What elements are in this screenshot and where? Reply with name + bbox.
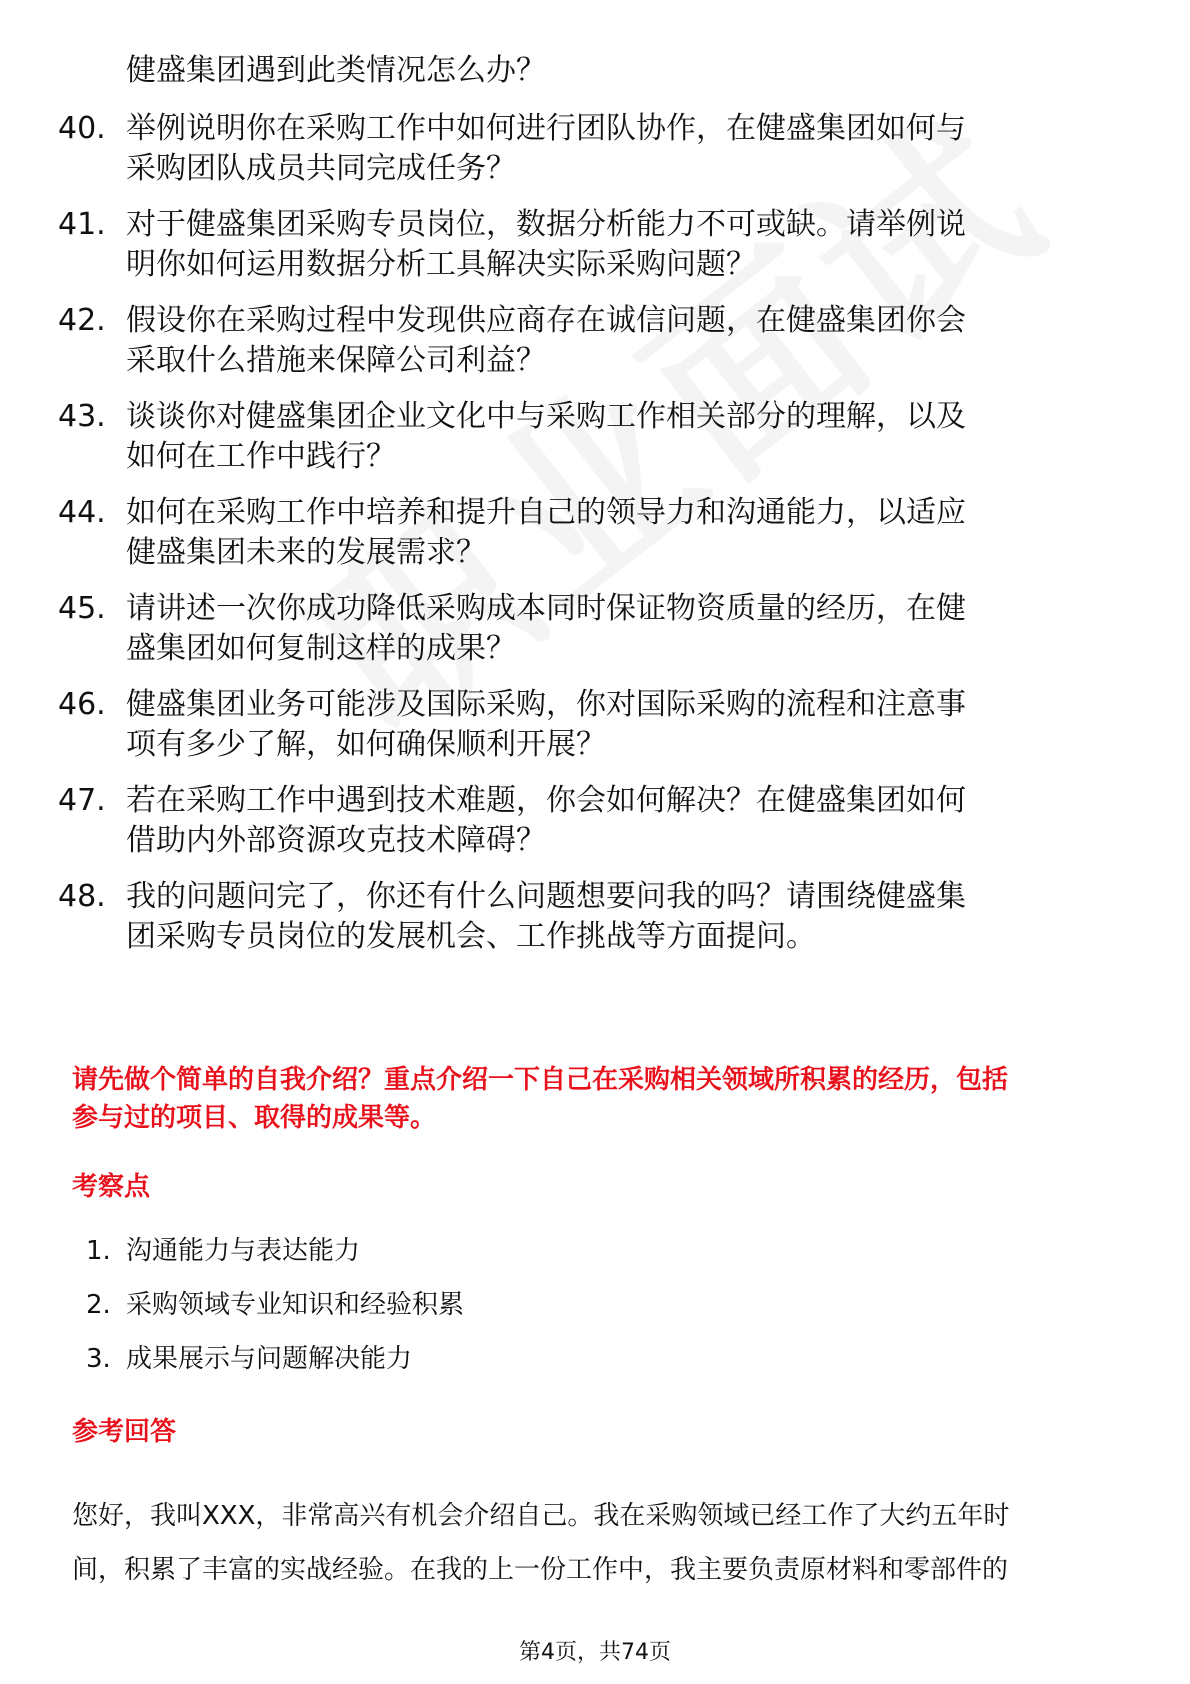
question-text-line: 明你如何运用数据分析工具解决实际采购问题？: [126, 247, 756, 282]
question-number: 43.: [58, 399, 106, 434]
question-number: 47.: [58, 783, 106, 818]
question-continuation: 健盛集团遇到此类情况怎么办？: [126, 53, 546, 88]
question-text-line: 采取什么措施来保障公司利益？: [126, 343, 546, 378]
question-text-line: 对于健盛集团采购专员岗位，数据分析能力不可或缺。请举例说: [126, 207, 966, 242]
list-item-text: 成果展示与问题解决能力: [126, 1344, 413, 1374]
reference-answer-line: 您好，我叫XXX，非常高兴有机会介绍自己。我在采购领域已经工作了大约五年时: [72, 1501, 1010, 1531]
question-item: [0, 492, 1190, 582]
question-text-line: 盛集团如何复制这样的成果？: [126, 631, 516, 666]
reference-heading: 参考回答: [72, 1417, 177, 1447]
question-item: [0, 300, 1190, 390]
list-item-number: 1.: [86, 1236, 111, 1266]
question-number: 40.: [58, 111, 106, 146]
list-item: [0, 1287, 1190, 1327]
question-text-line: 如何在工作中践行？: [126, 439, 396, 474]
question-text-line: 我的问题问完了，你还有什么问题想要问我的吗？请围绕健盛集: [126, 879, 966, 914]
question-text-line: 健盛集团未来的发展需求？: [126, 535, 486, 570]
question-text-line: 团采购专员岗位的发展机会、工作挑战等方面提问。: [126, 919, 816, 954]
highlight-question-line: 参与过的项目、取得的成果等。: [72, 1103, 437, 1133]
question-text-line: 如何在采购工作中培养和提升自己的领导力和沟通能力，以适应: [126, 495, 966, 530]
question-number: 45.: [58, 591, 106, 626]
question-item: [0, 780, 1190, 870]
list-item-number: 2.: [86, 1290, 111, 1320]
page-number: 第4页，共74页: [519, 1640, 671, 1665]
list-item-text: 沟通能力与表达能力: [126, 1236, 361, 1266]
list-item: [0, 1341, 1190, 1381]
question-item: [0, 108, 1190, 198]
question-text-line: 借助内外部资源攻克技术障碍？: [126, 823, 546, 858]
question-item: [0, 684, 1190, 774]
question-text-line: 健盛集团业务可能涉及国际采购，你对国际采购的流程和注意事: [126, 687, 966, 722]
question-text-line: 谈谈你对健盛集团企业文化中与采购工作相关部分的理解，以及: [126, 399, 966, 434]
highlight-question: [72, 1061, 1132, 1137]
question-text-line: 若在采购工作中遇到技术难题，你会如何解决？在健盛集团如何: [126, 783, 966, 818]
list-item-number: 3.: [86, 1344, 111, 1374]
question-number: 46.: [58, 687, 106, 722]
question-item: [0, 588, 1190, 678]
question-number: 48.: [58, 879, 106, 914]
question-item: [0, 204, 1190, 294]
list-item: [0, 1233, 1190, 1273]
question-text-line: 请讲述一次你成功降低采购成本同时保证物资质量的经历，在健: [126, 591, 966, 626]
question-number: 41.: [58, 207, 106, 242]
question-text-line: 假设你在采购过程中发现供应商存在诚信问题，在健盛集团你会: [126, 303, 966, 338]
assessment-heading: 考察点: [72, 1172, 151, 1202]
highlight-question-line: 请先做个简单的自我介绍？重点介绍一下自己在采购相关领域所积累的经历，包括: [72, 1065, 1009, 1095]
list-item-text: 采购领域专业知识和经验积累: [126, 1290, 465, 1320]
question-number: 42.: [58, 303, 106, 338]
reference-answer-line: 间，积累了丰富的实战经验。在我的上一份工作中，我主要负责原材料和零部件的: [72, 1555, 1009, 1585]
question-item: [0, 396, 1190, 486]
question-item: [0, 876, 1190, 966]
question-number: 44.: [58, 495, 106, 530]
question-text-line: 举例说明你在采购工作中如何进行团队协作，在健盛集团如何与: [126, 111, 966, 146]
question-text-line: 项有多少了解，如何确保顺利开展？: [126, 727, 606, 762]
question-text-line: 采购团队成员共同完成任务？: [126, 151, 516, 186]
